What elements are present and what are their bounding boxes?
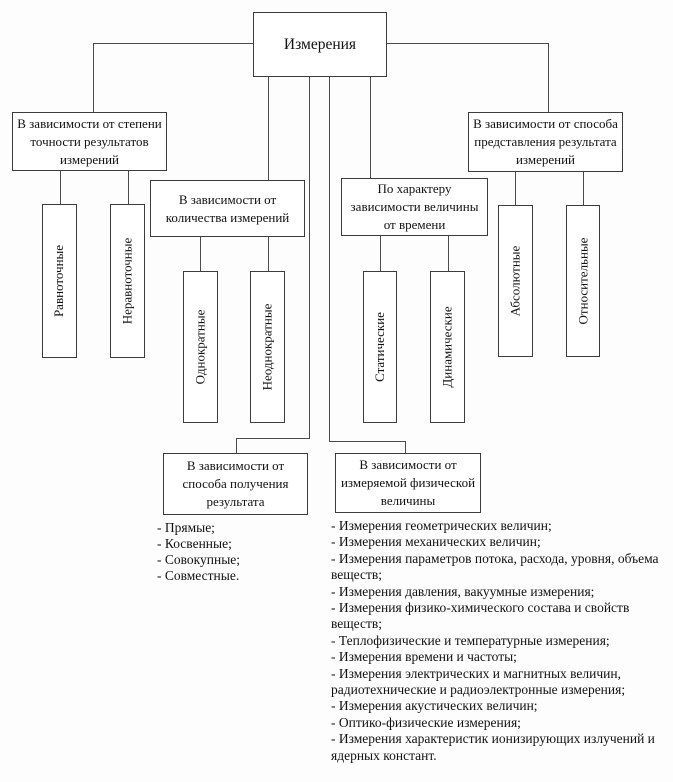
leaf-absolute-label: Абсолютные bbox=[507, 245, 523, 317]
leaf-single-label: Однократные bbox=[192, 309, 208, 385]
branch-presentation bbox=[468, 112, 623, 172]
branch-accuracy-label: В зависимости от степени точности результатов измерений bbox=[17, 115, 162, 167]
list-item: - Совокупные; bbox=[157, 552, 241, 567]
connector-root-method-v bbox=[309, 77, 310, 439]
branch-quantity-label: В зависимости от измеряемой физической величины bbox=[340, 457, 476, 508]
connector-time-child1 bbox=[380, 236, 381, 271]
connector-root-count bbox=[268, 77, 269, 180]
connector-count-child2 bbox=[268, 237, 269, 271]
list-item: - Измерения физико-химического состава и свойств веществ; bbox=[331, 600, 630, 632]
list-item: - Измерения акустических величин; bbox=[331, 698, 538, 714]
leaf-unequal-accuracy-label: Неравноточные bbox=[119, 237, 135, 325]
leaf-multiple bbox=[250, 271, 285, 423]
connector-quantity-bend-h bbox=[329, 441, 406, 442]
branch-presentation-label: В зависимости от способа представления результата измерений bbox=[473, 116, 618, 167]
connector-root-left-h bbox=[93, 43, 253, 44]
connector-presentation-child2 bbox=[583, 172, 584, 205]
branch-time-label: По характеру зависимости величины от времени bbox=[350, 181, 479, 232]
leaf-single bbox=[183, 271, 218, 423]
connector-method-bend-v bbox=[236, 438, 237, 453]
branch-accuracy bbox=[12, 112, 167, 171]
node-root-label: Измерения bbox=[283, 35, 357, 53]
connector-root-right-h bbox=[387, 43, 549, 44]
list-item: - Измерения электрических и магнитных величин, радиотехнические и радиоэлектронные измерения; bbox=[331, 665, 626, 698]
branch-method bbox=[163, 453, 308, 515]
connector-count-child1 bbox=[200, 237, 201, 271]
leaf-unequal-accuracy bbox=[110, 204, 145, 358]
list-item: - Измерения характеристик ионизирующих излучений и ядерных констант. bbox=[331, 731, 655, 763]
leaf-static bbox=[363, 271, 397, 423]
leaf-equal-accuracy-label: Равноточные bbox=[51, 244, 67, 318]
list-item: - Измерения механических величин; bbox=[331, 534, 541, 550]
branch-count bbox=[150, 180, 305, 237]
list-item: - Косвенные; bbox=[157, 536, 232, 551]
connector-root-right-v bbox=[548, 43, 549, 112]
connector-root-left-v bbox=[93, 43, 94, 112]
connector-root-time bbox=[370, 77, 371, 178]
branch-count-label: В зависимости от количества измерений bbox=[165, 191, 290, 225]
connector-method-bend-h bbox=[236, 438, 310, 439]
list-item: - Измерения геометрических величин; bbox=[331, 518, 552, 533]
list-item: - Измерения давления, вакуумные измерения; bbox=[331, 583, 595, 599]
branch-time bbox=[341, 178, 488, 236]
branch-quantity bbox=[335, 453, 481, 513]
list-item: - Теплофизические и температурные измерения; bbox=[331, 632, 610, 648]
leaf-absolute bbox=[498, 205, 533, 357]
branch-method-label: В зависимости от способа получения результата bbox=[182, 458, 289, 509]
list-item: - Измерения параметров потока, расхода, уровня, объема веществ; bbox=[331, 550, 659, 583]
list-item: - Прямые; bbox=[157, 520, 215, 535]
leaf-multiple-label: Неоднократные bbox=[259, 303, 275, 391]
leaf-equal-accuracy bbox=[42, 204, 77, 358]
quantity-list bbox=[331, 518, 672, 764]
list-item: - Совместные. bbox=[157, 568, 240, 583]
leaf-relative bbox=[566, 205, 600, 357]
connector-quantity-bend-v bbox=[405, 441, 406, 453]
connector-accuracy-child2 bbox=[128, 170, 129, 204]
leaf-relative-label: Относительные bbox=[575, 237, 590, 325]
node-root bbox=[253, 12, 387, 77]
method-list bbox=[157, 520, 322, 584]
connector-root-quantity-v bbox=[329, 77, 330, 442]
list-item: - Измерения времени и частоты; bbox=[331, 649, 517, 665]
connector-time-child2 bbox=[448, 236, 449, 271]
connector-presentation-child1 bbox=[515, 172, 516, 205]
connector-accuracy-child1 bbox=[60, 170, 61, 204]
leaf-static-label: Статические bbox=[372, 312, 388, 382]
leaf-dynamic-label: Динамические bbox=[439, 306, 455, 388]
leaf-dynamic bbox=[430, 271, 465, 423]
list-item: - Оптико-физические измерения; bbox=[331, 714, 521, 730]
